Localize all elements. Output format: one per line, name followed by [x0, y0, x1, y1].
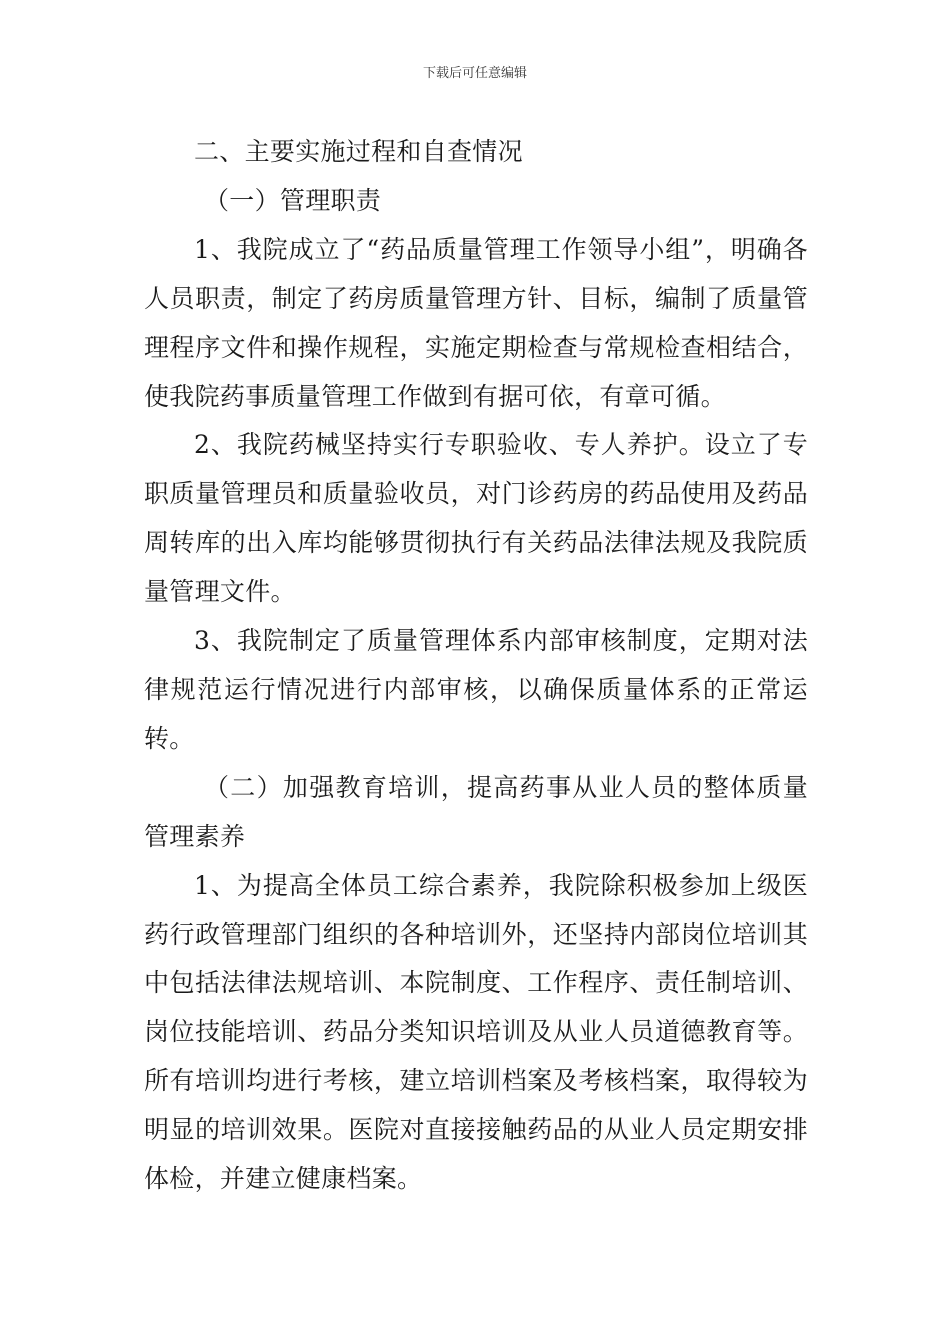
page-header-note: 下载后可任意编辑 [422, 66, 527, 81]
document-body [144, 128, 808, 1204]
subsection-2-heading: （二）加强教育培训，提高药事从业人员的整体质量管理素养 [144, 772, 808, 851]
subsection-1-paragraph-1: 1、我院成立了“药品质量管理工作领导小组”，明确各人员职责，制定了药房质量管理方针、目标，编制了质量管理程序文件和操作规程，实施定期检查与常规检查相结合，使我院药事质量管理工作做到有据可依，有章可循。 [144, 234, 808, 411]
subsection-1-paragraph-3: 3、我院制定了质量管理体系内部审核制度，定期对法律规范运行情况进行内部审核，以确保质量体系的正常运转。 [144, 626, 808, 753]
subsection-1-paragraph-2: 2、我院药械坚持实行专职验收、专人养护。设立了专职质量管理员和质量验收员，对门诊药房的药品使用及药品周转库的出入库均能够贯彻执行有关药品法律法规及我院质量管理文件。 [144, 430, 808, 607]
subsection-2-paragraph-1: 1、为提高全体员工综合素养，我院除积极参加上级医药行政管理部门组织的各种培训外，还坚持内部岗位培训其中包括法律法规培训、本院制度、工作程序、责任制培训、岗位技能培训、药品分类知识培训及从业人员道德教育等。所有培训均进行考核，建立培训档案及考核档案，取得较为明显的培训效果。医院对直接接触药品的从业人员定期安排体检，并建立健康档案。 [144, 870, 808, 1194]
section-heading: 二、主要实施过程和自查情况 [194, 137, 523, 166]
subsection-1-heading: （一）管理职责 [204, 185, 382, 215]
